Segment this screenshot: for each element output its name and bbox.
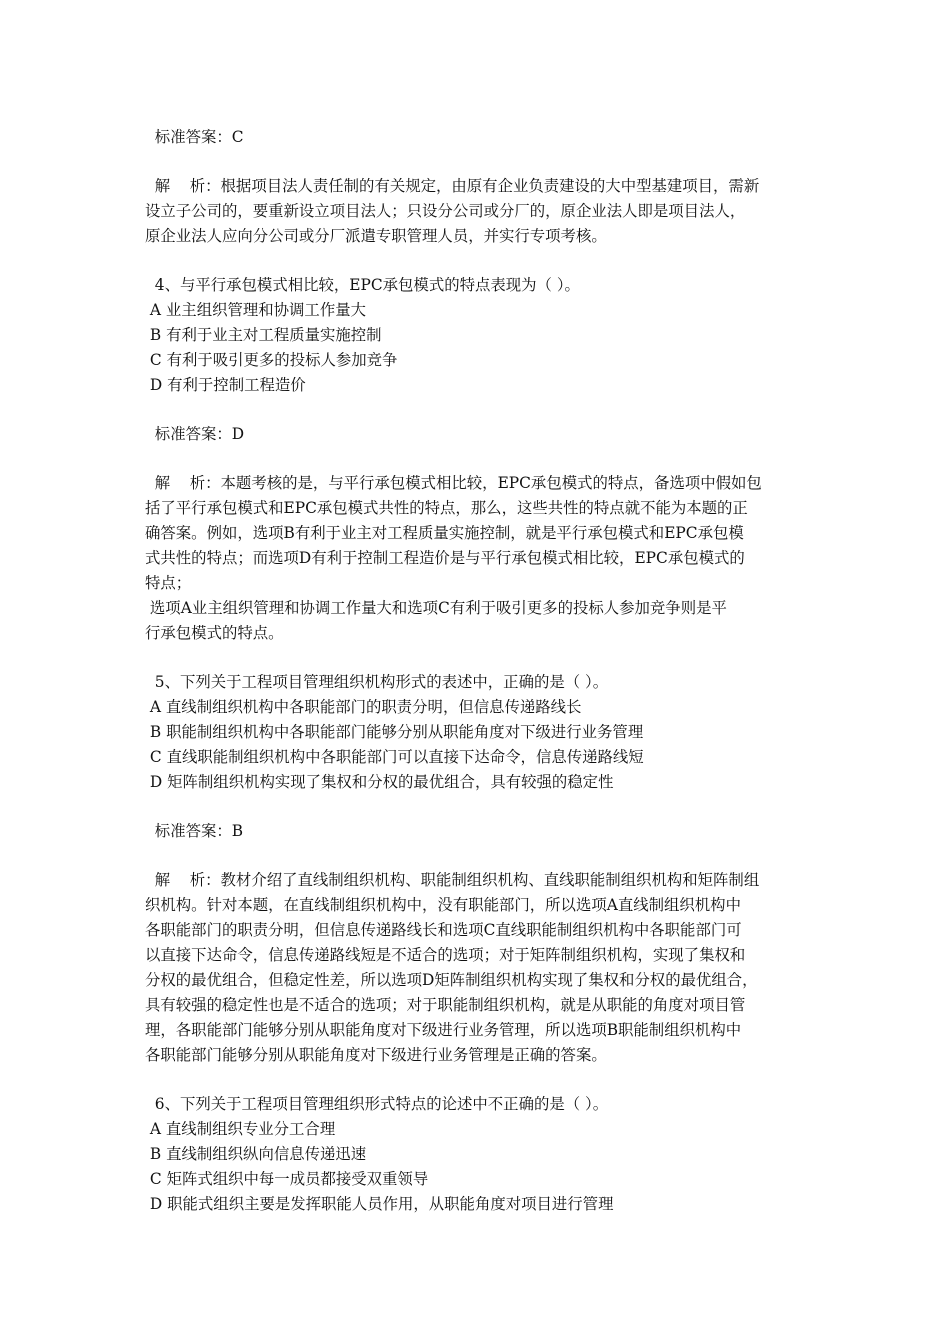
answer-block xyxy=(145,819,815,844)
option-c: C 直线职能制组织机构中各职能部门可以直接下达命令，信息传递路线短 xyxy=(145,748,644,766)
question-stem: 4、与平行承包模式相比较，EPC承包模式的特点表现为（ ）。 xyxy=(145,276,580,294)
explanation-line: 选项A业主组织管理和协调工作量大和选项C有利于吸引更多的投标人参加竞争则是平 xyxy=(145,599,727,617)
option-c: C 有利于吸引更多的投标人参加竞争 xyxy=(145,351,398,369)
explanation-line: 具有较强的稳定性也是不适合的选项；对于职能制组织机构，就是从职能的角度对项目管 xyxy=(145,996,746,1014)
option-a: A 直线制组织机构中各职能部门的职责分明，但信息传递路线长 xyxy=(145,698,582,716)
explanation-line: 各职能部门能够分别从职能角度对下级进行业务管理是正确的答案。 xyxy=(145,1046,607,1064)
explanation-line: 特点； xyxy=(145,574,192,592)
option-c: C 矩阵式组织中每一成员都接受双重领导 xyxy=(145,1170,429,1188)
option-b: B 职能制组织机构中各职能部门能够分别从职能角度对下级进行业务管理 xyxy=(145,723,644,741)
option-d: D 职能式组织主要是发挥职能人员作用，从职能角度对项目进行管理 xyxy=(145,1195,614,1213)
explanation-line: 括了平行承包模式和EPC承包模式共性的特点，那么，这些共性的特点就不能为本题的正 xyxy=(145,499,748,517)
option-b: B 有利于业主对工程质量实施控制 xyxy=(145,326,382,344)
explanation-line: 理，各职能部门能够分别从职能角度对下级进行业务管理，所以选项B职能制组织机构中 xyxy=(145,1021,742,1039)
explanation-block xyxy=(145,471,815,646)
explanation-line: 解 析：本题考核的是，与平行承包模式相比较，EPC承包模式的特点，备选项中假如包 xyxy=(145,474,762,492)
explanation-line: 解 析：根据项目法人责任制的有关规定，由原有企业负责建设的大中型基建项目，需新 xyxy=(145,177,760,195)
explanation-line: 设立子公司的，要重新设立项目法人；只设分公司或分厂的，原企业法人即是项目法人， xyxy=(145,202,746,220)
answer-line: 标准答案：B xyxy=(145,822,244,840)
explanation-line: 以直接下达命令，信息传递路线短是不适合的选项；对于矩阵制组织机构，实现了集权和 xyxy=(145,946,746,964)
explanation-line: 分权的最优组合，但稳定性差，所以选项D矩阵制组织机构实现了集权和分权的最优组合， xyxy=(145,971,758,989)
explanation-line: 解 析：教材介绍了直线制组织机构、职能制组织机构、直线职能制组织机构和矩阵制组 xyxy=(145,871,760,889)
question-stem: 6、下列关于工程项目管理组织形式特点的论述中不正确的是（ ）。 xyxy=(145,1095,609,1113)
question-5-block xyxy=(145,670,815,795)
option-a: A 直线制组织专业分工合理 xyxy=(145,1120,336,1138)
option-d: D 矩阵制组织机构实现了集权和分权的最优组合，具有较强的稳定性 xyxy=(145,773,614,791)
explanation-line: 确答案。例如，选项B有利于业主对工程质量实施控制，就是平行承包模式和EPC承包模 xyxy=(145,524,744,542)
question-4-block xyxy=(145,273,815,398)
option-a: A 业主组织管理和协调工作量大 xyxy=(145,301,366,319)
explanation-line: 织机构。针对本题，在直线制组织机构中，没有职能部门，所以选项A直线制组织机构中 xyxy=(145,896,741,914)
question-6-block xyxy=(145,1092,815,1217)
explanation-block xyxy=(145,174,815,249)
option-d: D 有利于控制工程造价 xyxy=(145,376,306,394)
explanation-block xyxy=(145,868,815,1068)
explanation-line: 式共性的特点；而选项D有利于控制工程造价是与平行承包模式相比较，EPC承包模式的 xyxy=(145,549,745,567)
answer-line: 标准答案：D xyxy=(145,425,245,443)
document-page xyxy=(145,125,815,1217)
explanation-line: 行承包模式的特点。 xyxy=(145,624,284,642)
answer-line: 标准答案：C xyxy=(145,128,244,146)
question-stem: 5、下列关于工程项目管理组织机构形式的表述中，正确的是（ ）。 xyxy=(145,673,609,691)
explanation-line: 各职能部门的职责分明，但信息传递路线长和选项C直线职能制组织机构中各职能部门可 xyxy=(145,921,742,939)
answer-block xyxy=(145,422,815,447)
answer-block xyxy=(145,125,815,150)
explanation-line: 原企业法人应向分公司或分厂派遣专职管理人员，并实行专项考核。 xyxy=(145,227,607,245)
option-b: B 直线制组织纵向信息传递迅速 xyxy=(145,1145,367,1163)
